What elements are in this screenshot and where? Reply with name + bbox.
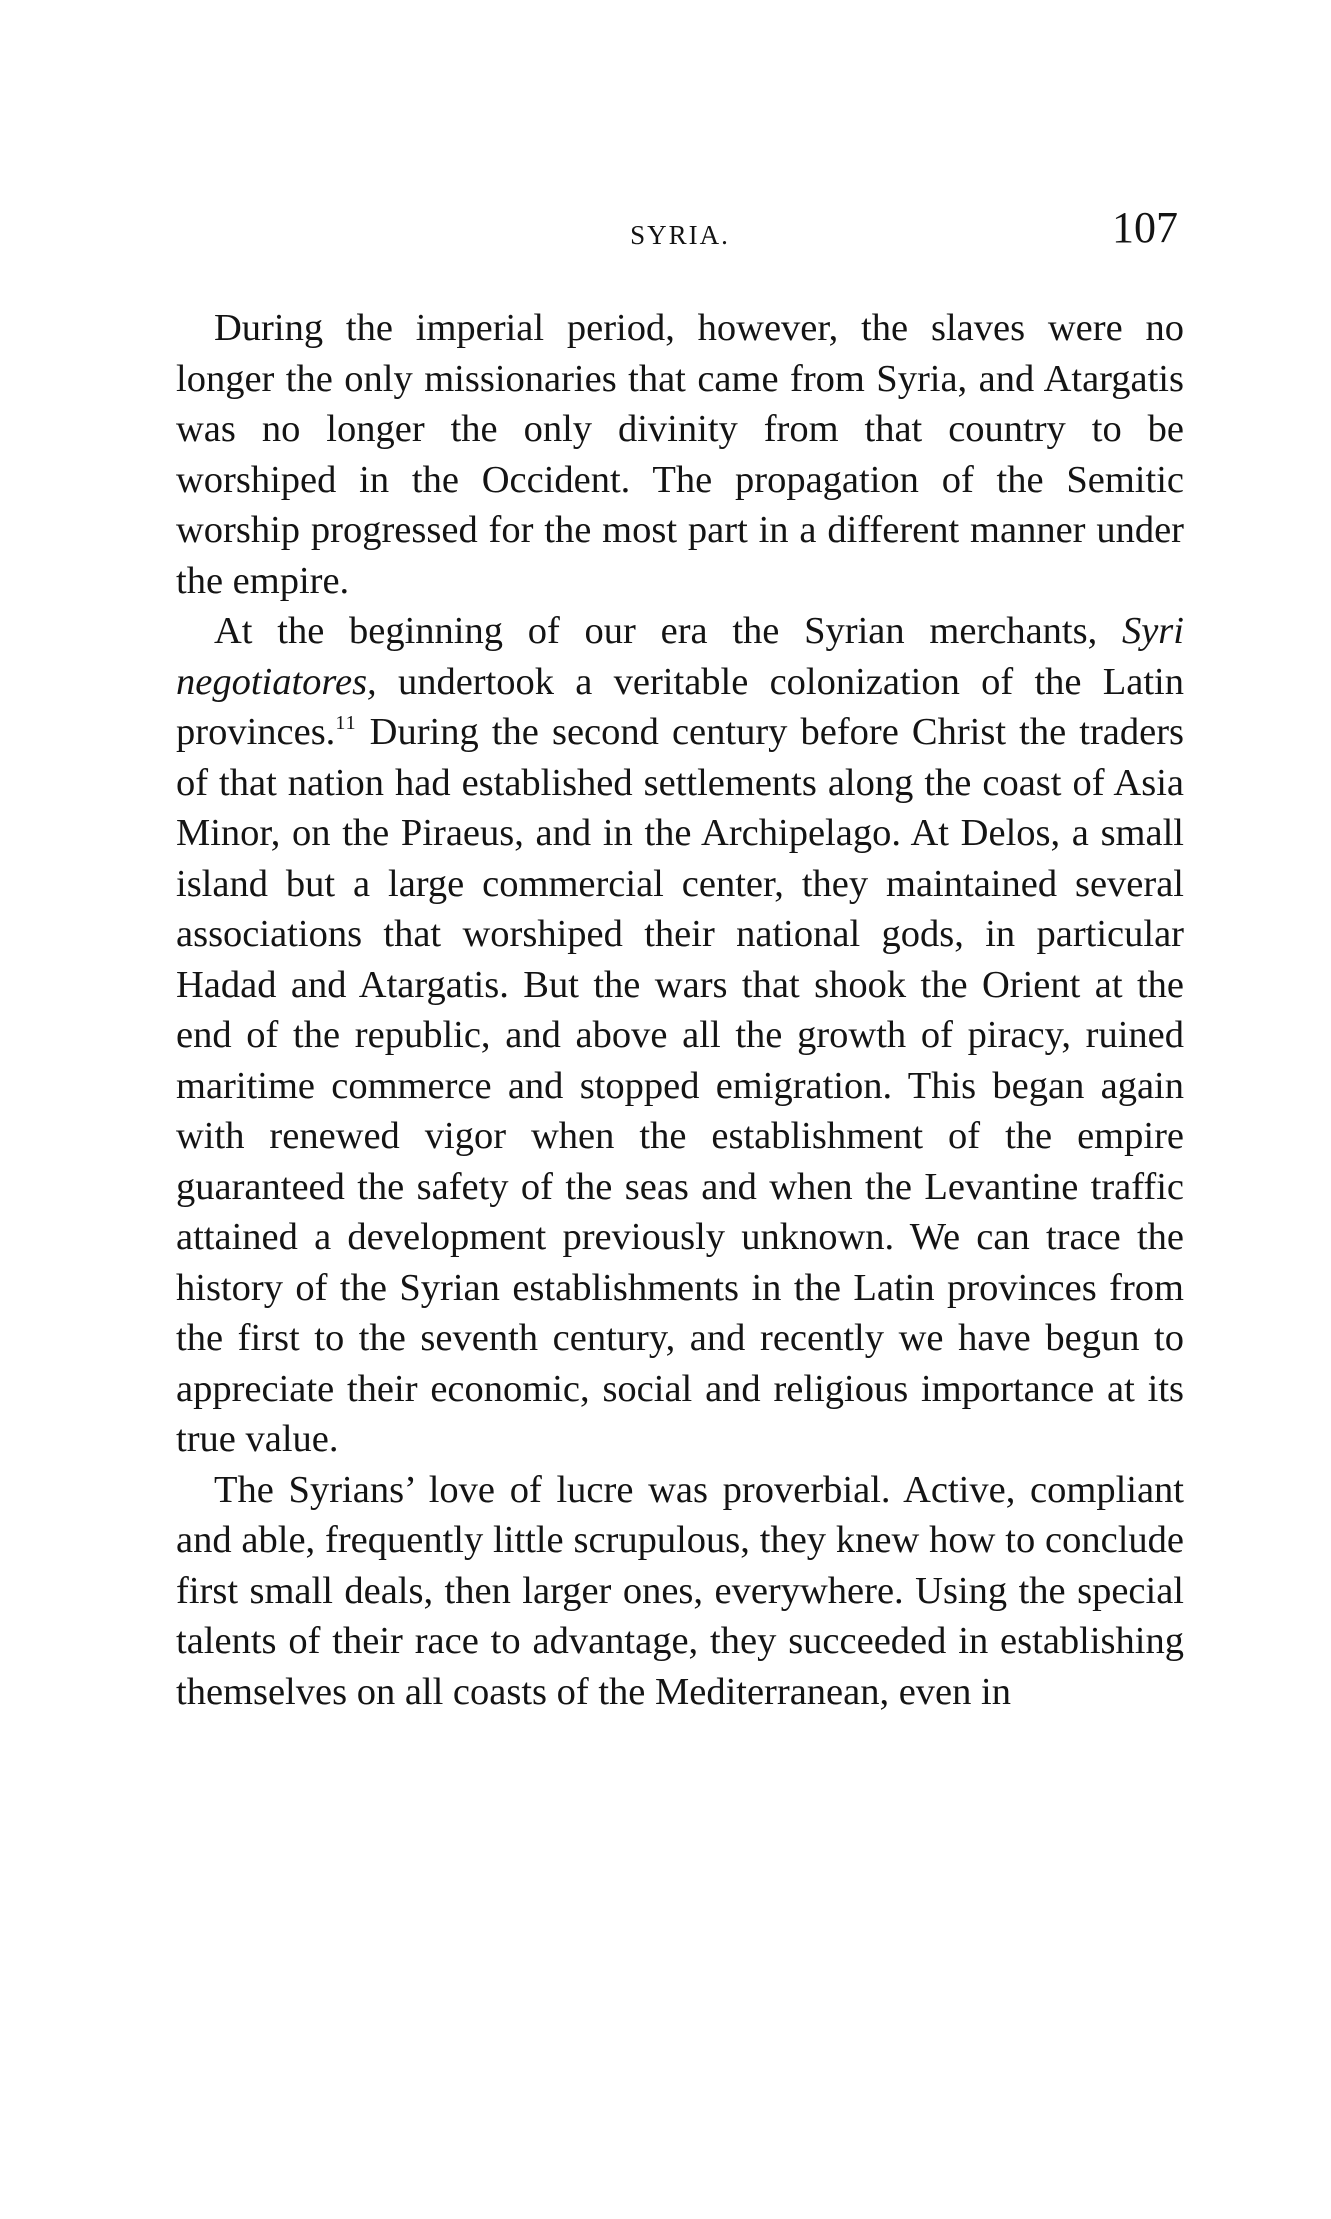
paragraph-2-body: During the second century before Christ the traders of that nation had established settlements along the coast of Asia Minor, on the Piraeus, and in the Archipelago. At Delos, a small island but a large commercial center, they maintained several associations that worshiped their national gods, in particular Hadad and Atargatis. But the wars that shook the Orient at the end of the republic, and above all the growth of piracy, ruined maritime commerce and stopped emigration. This began again with renewed vigor when the establishment of the empire guaranteed the safety of the seas and when the Levantine traffic attained a development previously unknown. We can trace the history of the Syrian establishments in the Latin provinces from the first to the seventh century, and recently we have begun to appreciate their economic, social and religious importance at its true value. — [176, 711, 1184, 1460]
paragraph-2-lead: undertook a veritable colonization of the Latin provinces. — [176, 660, 1184, 753]
paragraph-2 — [176, 606, 1184, 1465]
footnote-reference: 11 — [335, 712, 357, 734]
paragraph-2-opening: At the beginning of our era the Syrian merchants, — [214, 610, 1122, 652]
paragraph-1: During the imperial period, however, the slaves were no longer the only missionaries that came from Syria, and Atargatis was no longer the only divinity from that country to be worshiped in the Occident. The propagation of the Semitic worship progressed for the most part in a different manner under the empire. — [176, 307, 1184, 602]
paragraph-3: The Syrians’ love of lucre was proverbial. Active, compliant and able, frequently little scrupulous, they knew how to conclude first small deals, then larger ones, everywhere. Using the special talents of their race to advantage, they succeeded in establishing themselves on all coasts of the Mediterranean, even in — [176, 1468, 1184, 1713]
running-head — [176, 200, 1184, 260]
italic-phrase: Syri negotiatores, — [176, 610, 1184, 703]
body-text — [176, 303, 1184, 1717]
page-number: 107 — [1112, 203, 1178, 252]
running-title: SYRIA. — [630, 220, 730, 250]
